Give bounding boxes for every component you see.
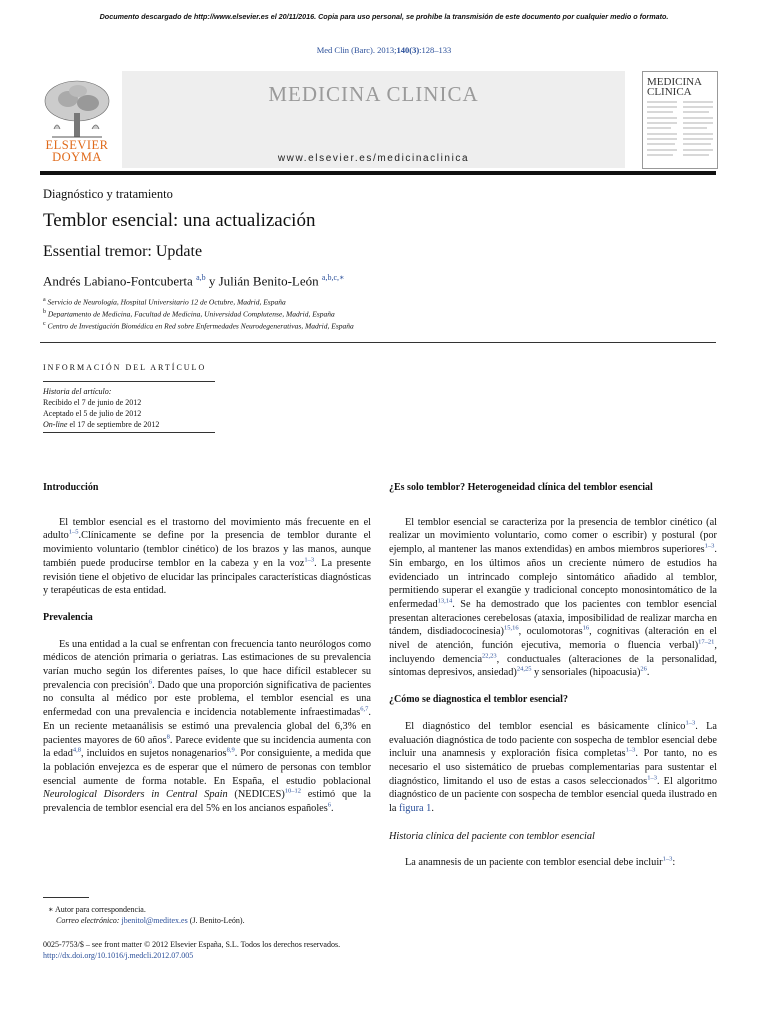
heading-introduccion: Introducción [43,482,99,493]
download-notice: Documento descargado de http://www.elsevier.es el 20/11/2016. Copia para uso personal, se prohíbe la transmisión de este documento por cualquier medio o formato. [99,12,669,21]
history-label: Historia del artículo: [43,387,112,396]
journal-title: MEDICINA CLINICA [268,82,479,106]
received-date: Recibido el 7 de junio de 2012 [43,398,142,407]
doi-link[interactable]: http://dx.doi.org/10.1016/j.medcli.2012.07.005 [43,951,194,960]
affiliation-b: $^b$ Departamento de Medicina, Facultad de Medicina, Universidad Complutense, Madrid, España [43,309,335,319]
article-title: Temblor esencial: una actualización [43,210,316,231]
heading-heterogeneidad: ¿Es solo temblor? Heterogeneidad clínica del temblor esencial [389,482,653,493]
heading-diagnostico: ¿Cómo se diagnostica el temblor esencial? [389,694,568,706]
article-subtitle: Essential tremor: Update [43,243,203,260]
authors: Andrés Labiano-Fontcuberta $^{a,b}$ y Julián Benito-León $^{a,b,c,∗}$ [43,273,345,289]
copyright-block: 0025-7753/$ – see front matter © 2012 Elsevier España, S.L. Todos los derechos reservados. http://dx.doi.org/10.1016/j.medcli.2012.07.005 [43,940,341,960]
section-label: Diagnóstico y tratamiento [43,187,173,201]
correspondence-footnote: ∗ Autor para correspondencia. Correo electrónico: jbenitol@meditex.es (J. Benito-León). [48,905,245,925]
publisher-logo-text: ELSEVIER DOYMA [45,138,109,164]
accepted-date: Aceptado el 5 de julio de 2012 [43,409,142,418]
header-rule [40,171,716,175]
paragraph-heterogeneidad: El temblor esencial se caracteriza por la presencia de temblor cinético (al realizar un movimiento voluntario, como comer o escribir) y postural (por ejemplo, al mantener las manos extendidas) en ambos miembros superiores$^{1-3}$. Sin embargo, en los últimos años un creciente número de estudios ha evidenciado un intrincado complejo sintomático añadido al temblor, permitiendo superar el exangüe y tradicional concepto monosintomático de la enfermedad$^{13,14}$. Se ha demostrado que los pacientes con temblor esencial presentan alteraciones cerebelosas (ataxia, imposibilidad de realizar marcha en tándem, disdiadococinesia)$^{15,16}$, oculomotoras$^{16}$, cognitivas (alteración en el nivel de atención, función ejecutiva, memoria o fluencia verbal)$^{17-21}$, incluyendo demencia$^{22,23}$, conductuales (alteraciones de la personalidad, síntomas depresivos, ansiedad)$^{24,25}$ y sensoriales (hipoacusia)$^{26}$. [389,516,717,679]
paragraph-intro: El temblor esencial es el trastorno del movimiento más frecuente en el adulto$^{1-5}$.Clínicamente se define por la presencia de temblor durante el movimiento voluntario (temblor cinético) de los brazos y las manos, aunque también puede producirse temblor en la cabeza y en la voz$^{1-3}$. La presente revisión tiene el objetivo de elucidar las principales características diagnósticas y terapéuticas de esta entidad. [43,516,371,597]
right-column [389,482,718,870]
journal-url-link[interactable]: www.elsevier.es/medicinaclinica [277,153,470,164]
heading-prevalencia: Prevalencia [43,611,93,623]
citation[interactable]: Med Clin (Barc). 2013;140(3):128–133 [316,45,452,55]
divider [43,381,215,382]
paragraph-anamnesis: La anamnesis de un paciente con temblor esencial debe incluir$^{1-3}$: [405,856,676,869]
left-column [43,482,371,816]
online-date: On-line el 17 de septiembre de 2012 [43,420,160,429]
affiliation-a: $^a$ Servicio de Neurología, Hospital Universitario 12 de Octubre, Madrid, España [43,297,286,307]
affiliation-c: $^c$ Centro de Investigación Biomédica en Red sobre Enfermedades Neurodegenerativas, Madrid, España [43,321,354,331]
journal-cover-thumbnail-icon: MEDICINA CLINICA [642,71,718,169]
paragraph-diagnostico: El diagnóstico del temblor esencial es básicamente clínico$^{1-3}$. La evaluación diagnóstica de todo paciente con sospecha de temblor esencial debe incluir una anamnesis y exploración física completas$^{1-3}$. Por tanto, no es necesario el uso sistemático de pruebas complementarias para sustentar el diagnóstico, limitando el uso de estas a casos seleccionados$^{1-3}$. El algoritmo diagnóstico de un paciente con sospecha de temblor esencial queda ilustrado en la figura 1. [389,719,718,815]
heading-historia-clinica: Historia clínica del paciente con temblor esencial [389,830,595,842]
figure-1-link[interactable]: figura 1 [399,803,432,815]
divider [43,432,215,433]
email-link[interactable]: jbenitol@meditex.es [121,916,188,925]
paragraph-prevalencia: Es una entidad a la cual se enfrentan con frecuencia tanto neurólogos como médicos de atención primaria o geriatras. Las estimaciones de su prevalencia varían mucho según los diferentes países, lo que hace difícil establecer su prevalencia con precisión$^6$. Dado que una proporción significativa de pacientes no consulta al médico por este problema, el temblor esencial es una enfermedad con una prevalencia e incidencia notablemente infraestimadas$^{6,7}$. En un reciente metaanálisis se estimó una prevalencia global del 6,3% en pacientes mayores de 60 años$^8$. Parece evidente que su incidencia aumenta con la edad$^{4,8}$, incluidos en sujetos nonagenarios$^{8,9}$. Por consiguiente, a medida que la población envejezca es de esperar que el número de personas con temblor esencial aumente de forma notable. En España, el estudio poblacional Neurological Disorders in Central Spain (NEDICES)$^{10-12}$ estimó que la prevalencia de temblor esencial era del 5% en los ancianos españoles$^6$. [43,638,371,815]
divider [40,342,716,343]
article-info-heading: INFORMACIÓN DEL ARTÍCULO [43,363,207,372]
footnote-rule [43,897,89,898]
